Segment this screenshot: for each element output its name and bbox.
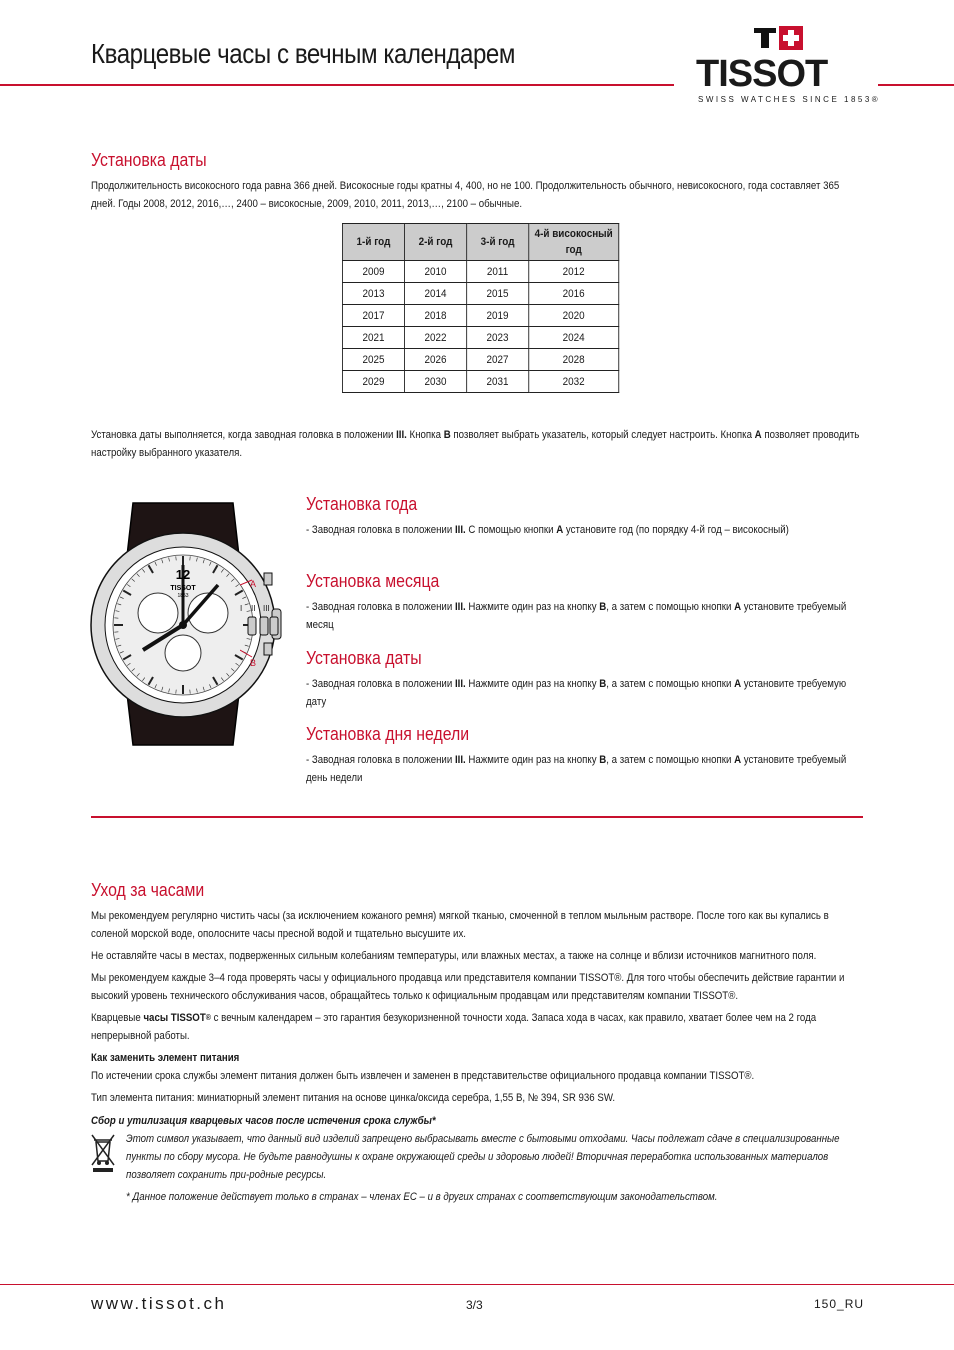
crown-pos-2 <box>260 617 268 635</box>
website-link[interactable]: www.tissot.ch <box>91 1294 227 1313</box>
header-rule-left <box>0 84 674 86</box>
text: позволяет выбрать указатель, который следует настроить. Кнопка <box>450 429 755 441</box>
bold-ref: B <box>599 678 607 690</box>
battery-heading: Как заменить элемент питания <box>91 1052 240 1064</box>
section-heading: Установка года <box>306 494 418 514</box>
dial-year: 1853 <box>177 593 189 599</box>
table-row <box>342 283 618 305</box>
table-body <box>342 261 618 393</box>
text: Мы рекомендуем каждые 3–4 года проверять часы у официального продавца или представителя компании <box>91 972 580 984</box>
subdial-left <box>138 593 178 633</box>
text: Нажмите один раз на кнопку <box>465 601 600 613</box>
button-a-ref: A <box>754 429 762 441</box>
text: Нажмите один раз на кнопку <box>465 678 600 690</box>
table-cell: 2024 <box>529 327 619 349</box>
disposal-footnote: * Данное положение действует только в странах – членах ЕС – и в других странах с соответствующим законодательством. <box>126 1191 718 1203</box>
bold-ref: A <box>734 754 742 766</box>
bold-ref: III. <box>454 524 466 536</box>
table-cell: 2010 <box>404 261 466 283</box>
leap-year-intro: Продолжительность високосного года равна 366 дней. Високосные годы кратны 4, 400, но не 100. Продолжительность обычного, невисокосного, года составляет 365 дней. Годы 2008, 2012, 2016,…, 2400 – високосные, 2009, 2010, 2011, 2013,…, 2100 – обычные. <box>91 180 840 210</box>
text: ®. <box>744 1070 755 1082</box>
table-row <box>342 349 618 371</box>
table-cell: 2011 <box>467 261 529 283</box>
crown-pos-1 <box>248 617 256 635</box>
table-cell: 2030 <box>404 371 466 393</box>
table-header-cell: 1-й год <box>342 224 404 261</box>
text: ®. Для того чтобы обеспечить действие гарантии и высокий уровень технического обслуживания часов, обращайтесь только к официальным продавцам или представителям компании <box>91 972 845 1002</box>
table-header-cell: 3-й год <box>467 224 529 261</box>
section-instruction <box>306 598 860 634</box>
table-cell: 2014 <box>404 283 466 305</box>
text: ®. <box>728 990 739 1002</box>
crown-positions <box>240 575 280 675</box>
table-cell: 2027 <box>467 349 529 371</box>
pos-label-3: III <box>263 604 270 613</box>
section-instruction <box>306 675 860 711</box>
table-cell: 2009 <box>342 261 404 283</box>
brand-ref: TISSOT <box>709 1070 745 1082</box>
bold-ref: B <box>599 754 607 766</box>
table-cell: 2012 <box>529 261 619 283</box>
text: Кварцевые <box>91 1012 144 1024</box>
text: , а затем с помощью кнопки <box>606 754 735 766</box>
table-cell: 2019 <box>467 305 529 327</box>
section-divider <box>91 816 863 818</box>
table-cell: 2016 <box>529 283 619 305</box>
header-rule-right <box>878 84 954 86</box>
text: позволяет проводить настройку выбранного указателя. <box>91 429 860 459</box>
section-heading: Установка даты <box>306 648 422 668</box>
care-heading: Уход за часами <box>91 880 205 900</box>
text: , а затем с помощью кнопки <box>606 678 735 690</box>
text: установите требуемую дату <box>306 678 847 708</box>
disposal-heading: Сбор и утилизация кварцевых часов после истечения срока службы* <box>91 1115 436 1127</box>
table-cell: 2031 <box>467 371 529 393</box>
dial-12: 12 <box>175 567 191 582</box>
dial-brand: TISSOT <box>170 585 196 592</box>
care-paragraph-4 <box>91 1009 865 1045</box>
disposal-text: Этот символ указывает, что данный вид изделий запрещено выбрасывать вместе с бытовыми отходами. Часы подлежат сдаче в специализированные пункты по сбору мусора. Не будьте равнодушны к охране окружающей среды и здоровью людей! Вторичная переработка использованных материалов позволяет сохранить при-родные ресурсы. <box>126 1133 840 1181</box>
text: установите требуемый день недели <box>306 754 847 784</box>
table-header-cell: 4-й високосный год <box>529 224 619 261</box>
bold-ref: B <box>599 601 607 613</box>
date-setting-paragraph <box>91 426 865 462</box>
section-instruction <box>306 751 860 787</box>
text: установите год (по порядку 4-й год – високосный) <box>563 524 789 536</box>
product-ref: часы TISSOT <box>143 1012 206 1024</box>
bold-ref: A <box>734 601 742 613</box>
crown-position: III. <box>396 429 407 441</box>
text: установите требуемый месяц <box>306 601 847 631</box>
table-cell: 2026 <box>404 349 466 371</box>
leap-year-table-wrap <box>342 223 650 393</box>
text: Кнопка <box>406 429 444 441</box>
table-cell: 2018 <box>404 305 466 327</box>
table-cell: 2029 <box>342 371 404 393</box>
text: - Заводная головка в положении <box>306 754 455 766</box>
table-cell: 2025 <box>342 349 404 371</box>
text: - Заводная головка в положении <box>306 678 455 690</box>
label-a: A <box>250 579 257 589</box>
table-cell: 2013 <box>342 283 404 305</box>
care-paragraph-2: Не оставляйте часы в местах, подверженных сильным колебаниям температуры, или влажных местах, а также на солнце и вблизи источников магнитного поля. <box>91 950 817 962</box>
table-row <box>342 261 618 283</box>
label-b: B <box>250 658 257 668</box>
table-row <box>342 371 618 393</box>
subdial-bottom <box>165 635 201 671</box>
text: - Заводная головка в положении <box>306 524 455 536</box>
document-code: 150_RU <box>814 1297 865 1311</box>
table-cell: 2021 <box>342 327 404 349</box>
brand-wordmark: TISSOT <box>696 53 828 95</box>
table-header-row <box>342 224 618 261</box>
bold-ref: III. <box>454 678 466 690</box>
text: С помощью кнопки <box>465 524 557 536</box>
text: Нажмите один раз на кнопку <box>465 754 600 766</box>
reg-mark: ® <box>205 1013 211 1022</box>
pos-label-2: II <box>251 604 256 613</box>
bold-ref: A <box>556 524 564 536</box>
bold-ref: III. <box>454 601 466 613</box>
table-cell: 2020 <box>529 305 619 327</box>
crossed-bin-icon <box>90 1133 116 1173</box>
brand-ref: TISSOT <box>579 972 615 984</box>
date-setting-heading: Установка даты <box>91 150 207 170</box>
table-row <box>342 327 618 349</box>
section-heading: Установка месяца <box>306 571 440 591</box>
care-paragraph-1: Мы рекомендуем регулярно чистить часы (за исключением кожаного ремня) мягкой тканью, смоченной в теплом мыльным растворе. После того как вы купались в соленой морской воде, ополосните часы пресной водой и тщательно высушите их. <box>91 910 829 940</box>
table-header-cell: 2-й год <box>404 224 466 261</box>
table-cell: 2015 <box>467 283 529 305</box>
text: с вечным календарем – это гарантия безукоризненной точности хода. Запаса хода в часах, как правило, хватает более чем на 2 года непрерывной работы. <box>91 1012 817 1042</box>
hand-pivot <box>179 621 187 629</box>
footer-rule <box>0 1284 954 1285</box>
battery-type: Тип элемента питания: миниатюрный элемент питания на основе цинка/оксида серебра, 1,55 B, № 394, SR 936 SW. <box>91 1092 616 1104</box>
table-cell: 2017 <box>342 305 404 327</box>
text: Установка даты выполняется, когда заводная головка в положении <box>91 429 397 441</box>
text: - Заводная головка в положении <box>306 601 455 613</box>
table-row <box>342 305 618 327</box>
button-b-ref: B <box>443 429 451 441</box>
leap-year-table <box>342 223 619 393</box>
text: По истечении срока службы элемент питания должен быть извлечен и заменен в представительстве официального продавца компании <box>91 1070 710 1082</box>
leader-b <box>240 650 252 657</box>
bold-ref: III. <box>454 754 466 766</box>
page-title: Кварцевые часы с вечным календарем <box>91 38 516 69</box>
table-cell: 2022 <box>404 327 466 349</box>
crown-pos-3 <box>270 617 278 635</box>
bold-ref: A <box>734 678 742 690</box>
page-number: 3/3 <box>466 1298 483 1312</box>
table-cell: 2023 <box>467 327 529 349</box>
table-cell: 2028 <box>529 349 619 371</box>
text: , а затем с помощью кнопки <box>606 601 735 613</box>
brand-ref: TISSOT <box>693 990 729 1002</box>
tissot-t-cross-icon <box>754 26 804 50</box>
pos-label-1: I <box>240 604 243 613</box>
table-cell: 2032 <box>529 371 619 393</box>
care-paragraph-3 <box>91 969 865 1005</box>
brand-tagline: SWISS WATCHES SINCE 1853® <box>698 95 881 104</box>
battery-paragraph <box>91 1067 865 1085</box>
section-heading: Установка дня недели <box>306 724 470 744</box>
section-instruction <box>306 521 860 539</box>
